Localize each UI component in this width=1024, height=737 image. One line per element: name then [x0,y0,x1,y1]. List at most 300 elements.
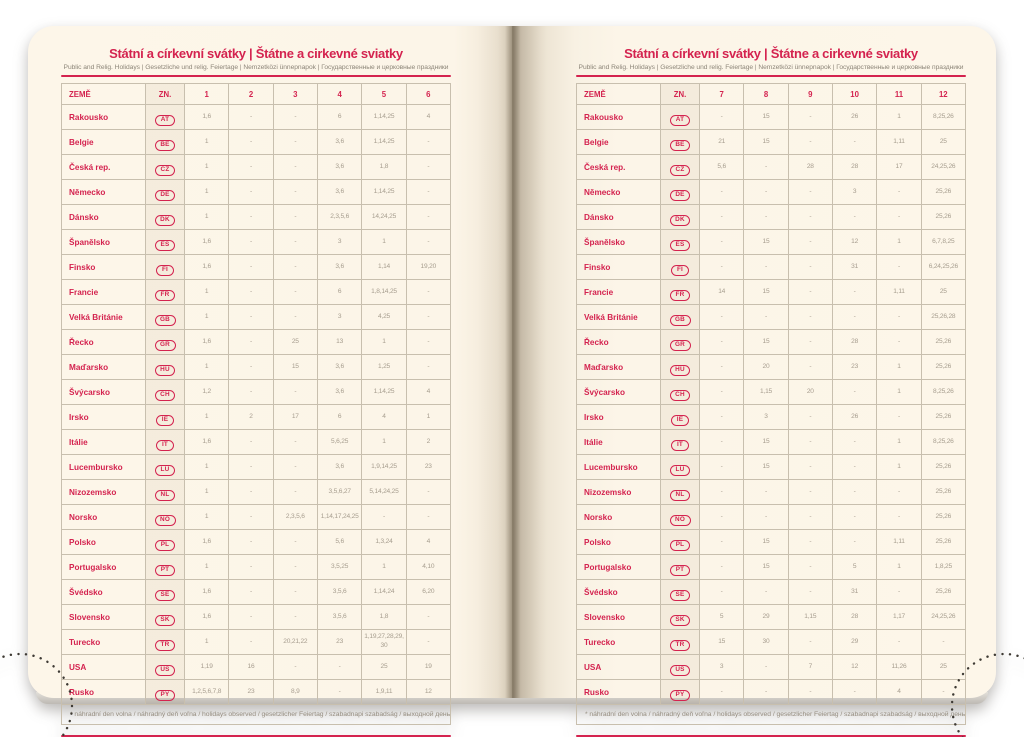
country-code-cell [146,355,185,380]
country-name: Švýcarsko [62,380,146,405]
country-code-badge: SK [670,615,690,626]
holiday-dates-cell: 4 [406,530,450,555]
table-header-row [577,84,966,105]
country-code-badge: PY [670,690,690,701]
holiday-dates-cell: 19, 20 [406,255,450,280]
holiday-dates-cell: - [273,380,317,405]
holiday-dates-cell: 17 [877,155,921,180]
country-code-badge: PL [155,540,175,551]
holiday-dates-cell: - [788,405,832,430]
country-code-cell [661,430,700,455]
holiday-dates-cell: 1, 6 [185,330,229,355]
country-name: Polsko [577,530,661,555]
holiday-dates-cell: 19 [406,655,450,680]
holiday-dates-cell: 1, 15 [744,380,788,405]
holiday-dates-cell: 1 [877,105,921,130]
holiday-dates-cell: - [273,155,317,180]
holiday-dates-cell: 8, 25, 26 [921,380,965,405]
holiday-dates-cell: - [700,580,744,605]
holiday-dates-cell: - [273,605,317,630]
country-code-badge: NL [155,490,175,501]
country-code-cell [146,680,185,705]
country-code-cell [661,405,700,430]
holiday-dates-cell: 15 [744,330,788,355]
holiday-dates-cell: - [832,480,876,505]
table-row [577,580,966,605]
country-code-cell [146,580,185,605]
table-row [62,455,451,480]
holiday-dates-cell: 2 [229,405,273,430]
table-header-row [62,84,451,105]
table-row [62,605,451,630]
holiday-dates-cell: 15 [273,355,317,380]
table-row [577,255,966,280]
holiday-dates-cell: 1, 19 [185,655,229,680]
country-name: Rakousko [62,105,146,130]
table-row [577,680,966,705]
holiday-dates-cell: 24, 25, 26 [921,605,965,630]
holiday-dates-cell: - [700,555,744,580]
column-month-12: 12 [921,84,965,105]
holiday-dates-cell: - [744,255,788,280]
holiday-dates-cell: 28 [832,330,876,355]
corner-perforation-dots-icon [910,612,994,696]
country-code-cell [661,555,700,580]
holiday-dates-cell: 25, 26 [921,480,965,505]
holiday-dates-cell: - [832,430,876,455]
holiday-dates-cell: 25, 26 [921,455,965,480]
holiday-dates-cell: 25, 26 [921,405,965,430]
holiday-dates-cell: 2 [406,430,450,455]
country-name: Dánsko [62,205,146,230]
holiday-dates-cell: 15 [744,105,788,130]
holiday-dates-cell: - [788,105,832,130]
holiday-dates-cell: 1, 6 [185,430,229,455]
holiday-dates-cell: 7 [788,655,832,680]
country-name: Norsko [577,505,661,530]
table-row [577,180,966,205]
holiday-dates-cell: - [406,480,450,505]
holiday-dates-cell: 20 [744,355,788,380]
country-code-badge: FR [670,290,690,301]
right-page [512,26,996,718]
holiday-dates-cell: 25 [921,655,965,680]
country-name: Finsko [62,255,146,280]
holiday-dates-cell: - [788,280,832,305]
country-code-cell [661,530,700,555]
country-code-badge: PL [670,540,690,551]
table-row [62,130,451,155]
country-name: Švédsko [577,580,661,605]
country-code-badge: TR [155,640,175,651]
country-name: Velká Británie [62,305,146,330]
country-name: Nizozemsko [62,480,146,505]
holiday-dates-cell: 25, 26 [921,505,965,530]
table-row [577,505,966,530]
country-code-badge: CH [670,390,691,401]
table-row [62,580,451,605]
country-name: Finsko [577,255,661,280]
holiday-dates-cell: 1, 14, 25 [362,180,406,205]
title-rule [61,75,451,77]
table-row [62,430,451,455]
holiday-dates-cell: 4, 25 [362,305,406,330]
holiday-dates-cell: 3 [317,305,361,330]
table-row [577,605,966,630]
country-code-cell [146,630,185,655]
holiday-dates-cell: - [273,280,317,305]
holiday-dates-cell: - [229,480,273,505]
page-title: Státní a církevní svátky | Štátne a cirkevné sviatky [109,46,403,61]
holiday-dates-cell: - [788,355,832,380]
holiday-dates-cell: - [788,130,832,155]
holiday-dates-cell: 1 [877,430,921,455]
country-code-badge: IT [671,440,688,451]
country-name: Maďarsko [577,355,661,380]
table-row [62,680,451,705]
holiday-dates-cell: - [788,680,832,705]
country-name: Norsko [62,505,146,530]
holiday-dates-cell: 28 [788,155,832,180]
holiday-dates-cell: - [406,305,450,330]
country-name: Německo [577,180,661,205]
country-code-cell [146,255,185,280]
holiday-dates-cell: 4 [362,405,406,430]
country-code-cell [661,380,700,405]
holiday-dates-cell: - [700,480,744,505]
country-name: Itálie [577,430,661,455]
holiday-dates-cell: 1 [877,355,921,380]
country-code-cell [661,605,700,630]
country-code-badge: BE [670,140,690,151]
holiday-dates-cell: 13 [317,330,361,355]
holiday-dates-cell: 3 [832,180,876,205]
footnote-row [62,705,451,725]
holiday-dates-cell: - [273,555,317,580]
holiday-dates-cell: 6, 20 [406,580,450,605]
holiday-dates-cell: - [877,630,921,655]
country-name: Česká rep. [577,155,661,180]
holiday-dates-cell: 1, 25 [362,355,406,380]
country-name: Řecko [577,330,661,355]
holiday-dates-cell: 24, 25, 26 [921,155,965,180]
country-name: Itálie [62,430,146,455]
country-code-badge: GB [670,315,691,326]
country-code-badge: NL [670,490,690,501]
table-row [62,355,451,380]
holiday-dates-cell: - [406,505,450,530]
holiday-dates-cell: 25, 26, 28 [921,305,965,330]
holiday-dates-cell: - [406,205,450,230]
holiday-dates-cell: 5, 6 [700,155,744,180]
country-code-badge: CH [155,390,176,401]
country-code-cell [146,605,185,630]
holiday-dates-cell: 15 [744,530,788,555]
country-code-badge: HU [670,365,691,376]
country-code-badge: AT [670,115,689,126]
holiday-dates-cell: 3, 6 [317,455,361,480]
holiday-dates-cell: 1 [877,380,921,405]
holiday-dates-cell: 1, 6 [185,230,229,255]
table-row [62,330,451,355]
country-code-cell [661,505,700,530]
holiday-dates-cell: 6 [317,405,361,430]
country-code-badge: IE [671,415,688,426]
holiday-dates-cell: - [877,480,921,505]
holiday-dates-cell: - [700,305,744,330]
holiday-dates-cell: 28 [832,605,876,630]
holiday-dates-cell: - [744,680,788,705]
holiday-dates-cell: 30 [744,630,788,655]
holiday-dates-cell: - [273,430,317,455]
holidays-table-months-7-12 [576,83,966,725]
holiday-dates-cell: - [788,255,832,280]
country-code-cell [146,205,185,230]
country-name: Lucembursko [62,455,146,480]
country-name: Rusko [62,680,146,705]
country-name: Dánsko [577,205,661,230]
holiday-dates-cell: 12 [832,230,876,255]
holiday-dates-cell: 2, 3, 5, 6 [273,505,317,530]
holiday-dates-cell: - [406,230,450,255]
holiday-dates-cell: - [229,630,273,655]
column-month-5: 5 [362,84,406,105]
country-name: Švýcarsko [577,380,661,405]
holiday-dates-cell: - [744,155,788,180]
table-row [577,530,966,555]
holiday-dates-cell: 1, 17 [877,605,921,630]
country-code-cell [146,455,185,480]
holiday-dates-cell: - [273,230,317,255]
holiday-dates-cell: 5 [832,555,876,580]
column-month-8: 8 [744,84,788,105]
country-code-cell [146,530,185,555]
country-code-badge: US [155,665,175,676]
holiday-dates-cell: 5, 14, 24, 25 [362,480,406,505]
country-code-cell [146,280,185,305]
country-code-badge: FI [156,265,173,276]
table-row [577,330,966,355]
holiday-dates-cell: - [700,455,744,480]
column-month-7: 7 [700,84,744,105]
holiday-dates-cell: - [832,455,876,480]
country-code-cell [661,630,700,655]
holiday-dates-cell: - [921,630,965,655]
holiday-dates-cell: - [406,630,450,655]
country-code-cell [661,680,700,705]
table-row [577,480,966,505]
holiday-dates-cell: - [406,280,450,305]
holiday-dates-cell: - [700,530,744,555]
table-row [62,255,451,280]
country-code-cell [146,155,185,180]
table-row [62,405,451,430]
holiday-dates-cell: 1 [185,555,229,580]
holiday-dates-cell: 1, 6 [185,255,229,280]
table-row [62,630,451,655]
holiday-dates-cell: - [229,430,273,455]
country-code-badge: IT [156,440,173,451]
holiday-dates-cell: 1, 11 [877,280,921,305]
table-row [62,380,451,405]
country-name: Portugalsko [62,555,146,580]
holiday-dates-cell: - [788,455,832,480]
country-code-cell [146,505,185,530]
country-name: Polsko [62,530,146,555]
country-name: Belgie [577,130,661,155]
holiday-dates-cell: - [273,255,317,280]
holiday-dates-cell: 1, 15 [788,605,832,630]
country-name: Turecko [62,630,146,655]
holiday-dates-cell: 29 [832,630,876,655]
holiday-dates-cell: 1, 6 [185,605,229,630]
column-code: ZN. [661,84,700,105]
table-row [577,655,966,680]
holiday-dates-cell: - [229,180,273,205]
holiday-dates-cell: - [700,205,744,230]
holiday-dates-cell: - [877,180,921,205]
table-row [62,205,451,230]
holiday-dates-cell: - [229,455,273,480]
holiday-dates-cell: - [832,380,876,405]
country-code-badge: CZ [670,165,690,176]
country-name: USA [62,655,146,680]
holiday-dates-cell: - [229,330,273,355]
holiday-dates-cell: 1, 2, 5, 6, 7, 8 [185,680,229,705]
holiday-dates-cell: 25, 26 [921,530,965,555]
holiday-dates-cell: 3, 6 [317,255,361,280]
holiday-dates-cell: 1 [877,555,921,580]
holiday-dates-cell: 25, 26 [921,205,965,230]
holiday-dates-cell: - [317,680,361,705]
holiday-dates-cell: - [273,105,317,130]
table-row [577,155,966,180]
table-row [62,480,451,505]
column-country: ZEMĚ [62,84,146,105]
holiday-dates-cell: 20 [788,380,832,405]
holiday-dates-cell: 4 [877,680,921,705]
holiday-dates-cell: - [229,305,273,330]
left-page [28,26,512,718]
holiday-dates-cell: - [700,405,744,430]
left-page-content [28,26,512,718]
holiday-dates-cell: - [317,655,361,680]
holiday-dates-cell: 25, 26 [921,330,965,355]
holiday-dates-cell: 11, 26 [877,655,921,680]
holiday-dates-cell: 1, 9, 11 [362,680,406,705]
holiday-dates-cell: 23 [317,630,361,655]
country-code-badge: PT [670,565,690,576]
country-name: Velká Británie [577,305,661,330]
holiday-dates-cell: 1 [362,330,406,355]
country-code-badge: BE [155,140,175,151]
country-code-cell [146,655,185,680]
country-code-cell [661,205,700,230]
country-code-cell [661,230,700,255]
holiday-dates-cell: - [744,180,788,205]
column-month-6: 6 [406,84,450,105]
country-code-badge: GB [155,315,176,326]
country-code-cell [661,130,700,155]
holiday-dates-cell: - [229,230,273,255]
holiday-dates-cell: - [788,330,832,355]
table-row [577,430,966,455]
table-row [62,180,451,205]
holiday-dates-cell: - [700,180,744,205]
table-row [577,305,966,330]
holiday-dates-cell: - [229,205,273,230]
holiday-dates-cell: 31 [832,580,876,605]
holiday-dates-cell: 6 [317,105,361,130]
holiday-dates-cell: - [700,255,744,280]
country-code-badge: TR [670,640,690,651]
holiday-dates-cell: - [744,655,788,680]
holiday-dates-cell: - [229,580,273,605]
holiday-dates-cell: 3, 6 [317,155,361,180]
holiday-dates-cell: 1, 14, 24 [362,580,406,605]
holiday-dates-cell: 1 [185,130,229,155]
table-row [62,155,451,180]
country-name: Rusko [577,680,661,705]
holiday-dates-cell: - [788,505,832,530]
holiday-dates-cell: - [832,280,876,305]
country-code-cell [661,105,700,130]
holiday-dates-cell: 3 [317,230,361,255]
holiday-dates-cell: 25 [921,280,965,305]
holiday-dates-cell: 1, 14, 17, 24, 25 [317,505,361,530]
holiday-dates-cell: 1, 19, 27, 28, 29, 30 [362,630,406,655]
holiday-dates-cell: 23 [832,355,876,380]
holiday-dates-cell: 1, 11 [877,130,921,155]
country-code-badge: GR [155,340,176,351]
holiday-dates-cell: 25 [273,330,317,355]
holiday-dates-cell: 4 [406,105,450,130]
country-name: Švédsko [62,580,146,605]
holiday-dates-cell: - [273,480,317,505]
holiday-dates-cell: - [406,605,450,630]
holiday-dates-cell: - [229,555,273,580]
country-code-badge: LU [670,465,690,476]
holiday-dates-cell: 1, 14 [362,255,406,280]
country-code-cell [661,580,700,605]
country-code-cell [146,380,185,405]
table-row [577,555,966,580]
column-month-10: 10 [832,84,876,105]
holiday-dates-cell: - [700,430,744,455]
country-code-badge: CZ [155,165,175,176]
holiday-dates-cell: 15 [744,280,788,305]
holiday-dates-cell: 4 [406,380,450,405]
holiday-dates-cell: 3, 5, 25 [317,555,361,580]
holiday-dates-cell: - [832,530,876,555]
holiday-dates-cell: 5, 6 [317,530,361,555]
holiday-dates-cell: 1, 8 [362,155,406,180]
country-name: Španělsko [577,230,661,255]
country-name: Španělsko [62,230,146,255]
country-code-cell [661,155,700,180]
holiday-dates-cell: 1, 14, 25 [362,105,406,130]
holiday-dates-cell: - [273,205,317,230]
holiday-dates-cell: 15 [744,230,788,255]
holiday-dates-cell: 14 [700,280,744,305]
holiday-dates-cell: - [744,305,788,330]
footnote-row [577,705,966,725]
table-row [577,355,966,380]
holiday-dates-cell: 6, 24, 25, 26 [921,255,965,280]
country-code-badge: ES [670,240,690,251]
holiday-dates-cell: 1 [362,555,406,580]
holiday-dates-cell: 1 [185,180,229,205]
